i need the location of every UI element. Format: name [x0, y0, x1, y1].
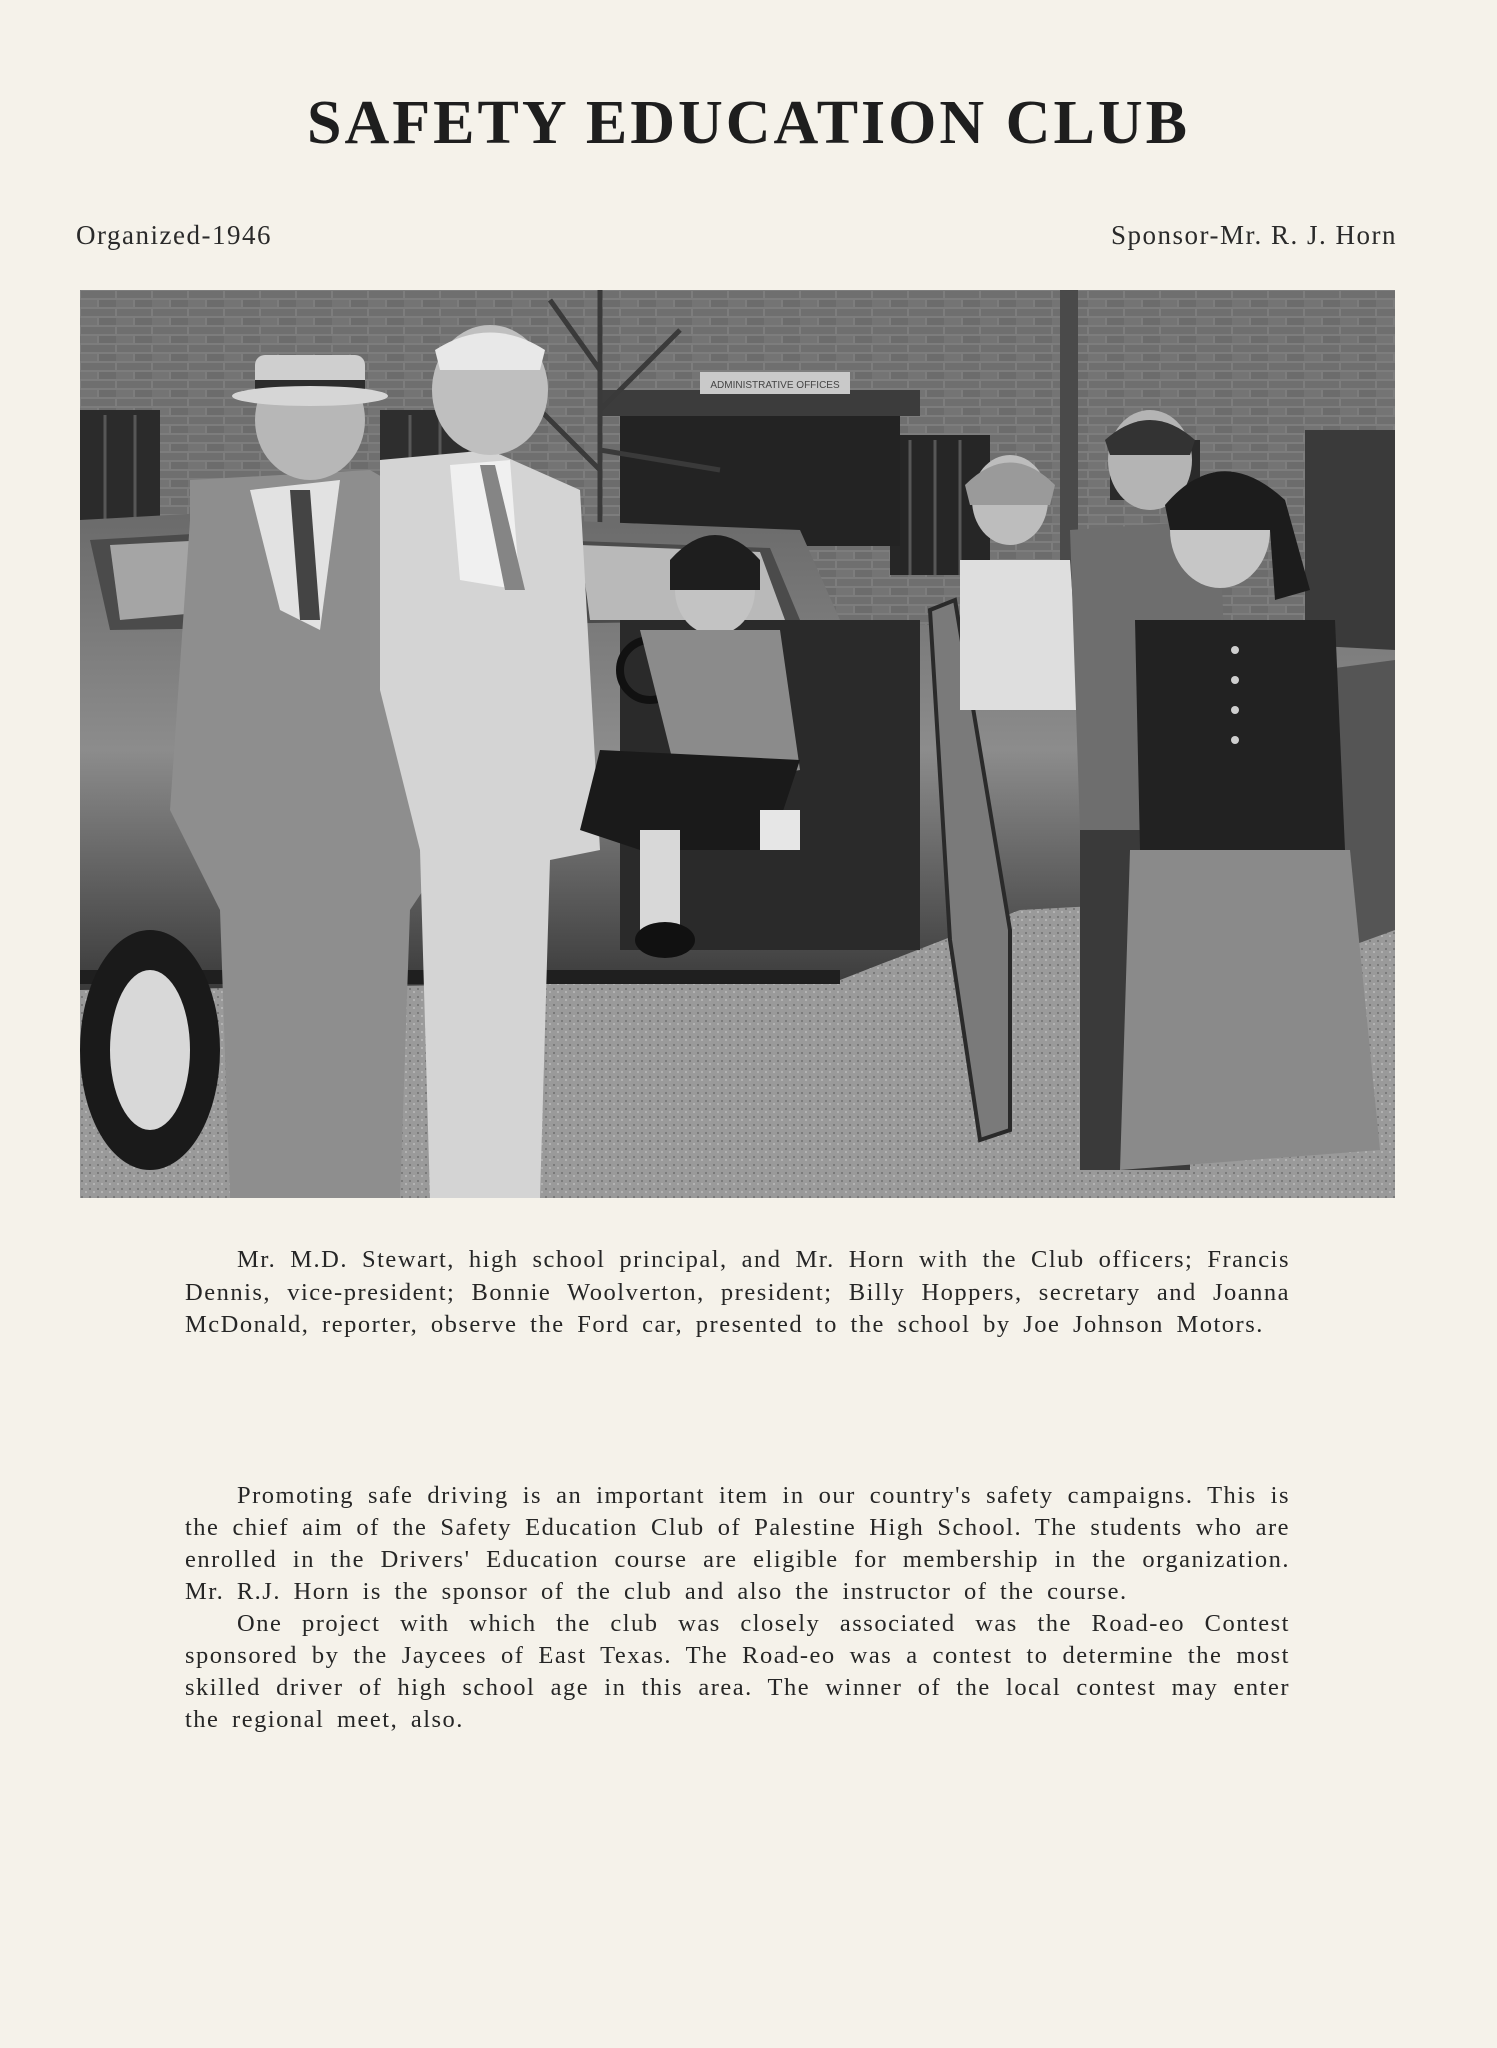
sign-text: ADMINISTRATIVE OFFICES: [710, 380, 840, 391]
photo-caption: Mr. M.D. Stewart, high school principal, and Mr. Horn with the Club officers; Francis Dennis, vice-president; Bonnie Woolverton, president; Billy Hoppers, secretary and Joanna McDonald, reporter, observe the Ford car, presented to the school by Joe Johnson Motors.: [185, 1246, 1290, 1338]
paragraph-1: Promoting safe driving is an important item in our country's safety campaigns. This is the chief aim of the Safety Education Club of Palestine High School. The students who are enrolled in the Drivers' Education course are eligible for membership in the organization. Mr. R.J. Horn is the sponsor of the club and also the instructor of the course.: [185, 1482, 1290, 1605]
club-photo: [80, 290, 1395, 1198]
body-text: [185, 1480, 1290, 1736]
page-title: SAFETY EDUCATION CLUB: [307, 89, 1190, 157]
organized-date: Organized-1946: [76, 220, 272, 250]
paragraph-2: One project with which the club was closely associated was the Road-eo Contest sponsored by the Jaycees of East Texas. The Road-eo was a contest to determine the most skilled driver of high school age in this area. The winner of the local contest may enter the regional meet, also.: [185, 1610, 1290, 1733]
sponsor-label: Sponsor-Mr. R. J. Horn: [1111, 220, 1397, 250]
